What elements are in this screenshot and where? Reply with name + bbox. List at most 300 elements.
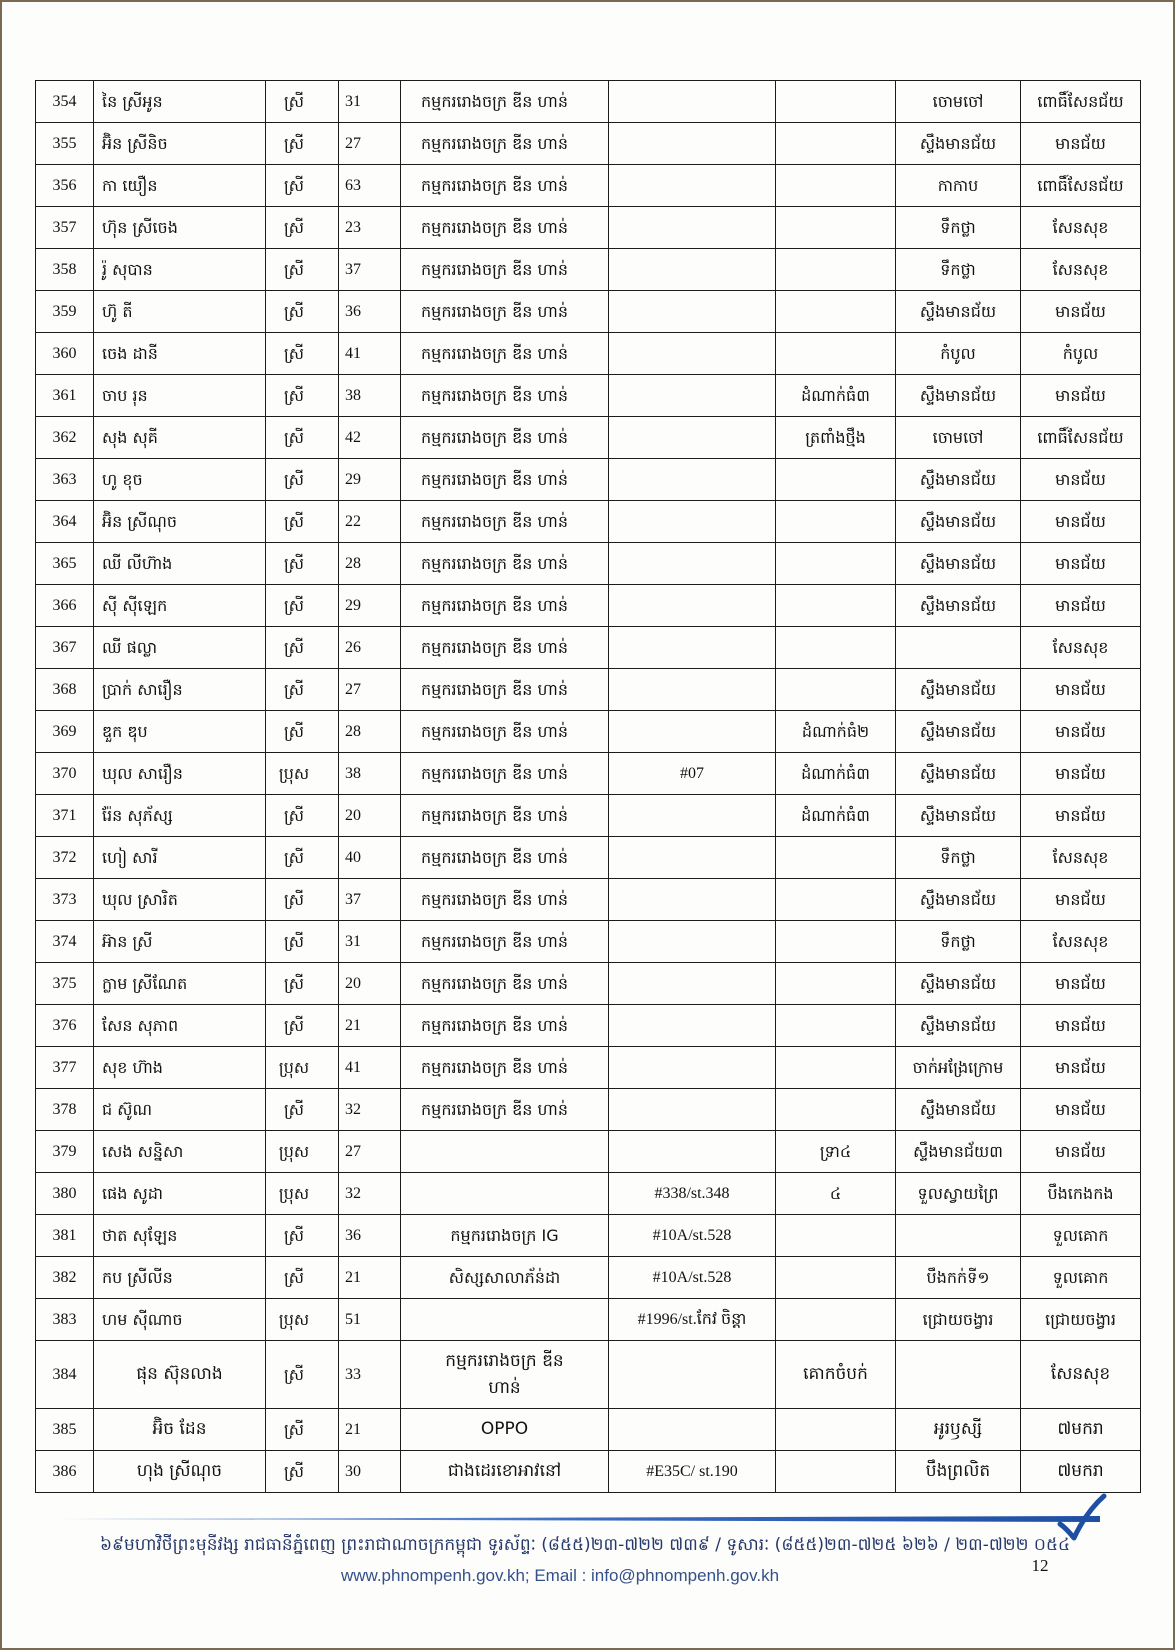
sex-cell: ស្រី — [266, 81, 339, 123]
group-cell: ដំណាក់ធំ៣ — [776, 753, 896, 795]
address-cell: #10A/st.528 — [609, 1257, 776, 1299]
age-cell: 21 — [339, 1257, 401, 1299]
no-cell: 367 — [36, 627, 94, 669]
address-cell — [609, 1131, 776, 1173]
name-cell: ថាត សុឡែន — [94, 1215, 266, 1257]
sangkat-cell: ស្ទឹងមានជ័យ — [896, 963, 1021, 1005]
khan-cell: សែនសុខ — [1021, 627, 1141, 669]
address-cell — [609, 543, 776, 585]
sex-cell: ស្រី — [266, 501, 339, 543]
people-list-table — [35, 80, 1141, 1493]
sangkat-cell: ស្ទឹងមានជ័យ៣ — [896, 1131, 1021, 1173]
sangkat-cell: ស្ទឹងមានជ័យ — [896, 711, 1021, 753]
khan-cell: មានជ័យ — [1021, 291, 1141, 333]
name-cell: ហម ស៊ីណាច — [94, 1299, 266, 1341]
table-row — [36, 921, 1141, 963]
table-row — [36, 1451, 1141, 1493]
sex-cell: ស្រី — [266, 459, 339, 501]
sangkat-cell: ស្ទឹងមានជ័យ — [896, 123, 1021, 165]
no-cell: 384 — [36, 1341, 94, 1409]
address-cell — [609, 417, 776, 459]
occupation-cell — [401, 1173, 609, 1215]
sex-cell: ស្រី — [266, 963, 339, 1005]
group-cell: ត្រពាំងថ្មឹង — [776, 417, 896, 459]
occupation-cell: ជាងដេរខោអាវនៅ — [401, 1451, 609, 1493]
age-cell: 27 — [339, 1131, 401, 1173]
table-row — [36, 963, 1141, 1005]
no-cell: 373 — [36, 879, 94, 921]
age-cell: 20 — [339, 963, 401, 1005]
address-cell — [609, 333, 776, 375]
address-cell — [609, 669, 776, 711]
name-cell: ចេង ដានី — [94, 333, 266, 375]
no-cell: 369 — [36, 711, 94, 753]
no-cell: 361 — [36, 375, 94, 417]
khan-cell: មានជ័យ — [1021, 1005, 1141, 1047]
group-cell — [776, 627, 896, 669]
name-cell: ហៀ សារី — [94, 837, 266, 879]
occupation-cell: កម្មកររោងចក្រ ឌីន ហាន់ — [401, 249, 609, 291]
khan-cell: ពោធិ៍សែនជ័យ — [1021, 417, 1141, 459]
khan-cell: ទួលគោក — [1021, 1257, 1141, 1299]
occupation-cell: កម្មកររោងចក្រ ឌីន ហាន់ — [401, 417, 609, 459]
name-cell: ឈី លីហ៊ាង — [94, 543, 266, 585]
table-row — [36, 1341, 1141, 1409]
occupation-cell: កម្មកររោងចក្រ ឌីន ហាន់ — [401, 543, 609, 585]
age-cell: 41 — [339, 1047, 401, 1089]
age-cell: 30 — [339, 1451, 401, 1493]
age-cell: 37 — [339, 249, 401, 291]
table-body — [36, 81, 1141, 1493]
table-row — [36, 711, 1141, 753]
name-cell: ហុង ស្រីណុច — [94, 1451, 266, 1493]
age-cell: 23 — [339, 207, 401, 249]
table-row — [36, 669, 1141, 711]
name-cell: ក្លាម ស្រីណែត — [94, 963, 266, 1005]
sangkat-cell: ទឹកថ្លា — [896, 207, 1021, 249]
table-row — [36, 795, 1141, 837]
sangkat-cell: ស្ទឹងមានជ័យ — [896, 585, 1021, 627]
no-cell: 380 — [36, 1173, 94, 1215]
address-cell — [609, 165, 776, 207]
sangkat-cell: ចោមចៅ — [896, 81, 1021, 123]
table-row — [36, 1131, 1141, 1173]
address-cell — [609, 207, 776, 249]
khan-cell: មានជ័យ — [1021, 795, 1141, 837]
age-cell: 40 — [339, 837, 401, 879]
no-cell: 365 — [36, 543, 94, 585]
group-cell — [776, 1451, 896, 1493]
no-cell: 360 — [36, 333, 94, 375]
sex-cell: ស្រី — [266, 1257, 339, 1299]
group-cell — [776, 207, 896, 249]
no-cell: 356 — [36, 165, 94, 207]
khan-cell: មានជ័យ — [1021, 123, 1141, 165]
sex-cell: ស្រី — [266, 417, 339, 459]
sex-cell: ស្រី — [266, 921, 339, 963]
sex-cell: ស្រី — [266, 333, 339, 375]
no-cell: 357 — [36, 207, 94, 249]
occupation-cell: កម្មកររោងចក្រ ឌីន ហាន់ — [401, 669, 609, 711]
occupation-cell: កម្មកររោងចក្រ ឌីន ហាន់ — [401, 459, 609, 501]
sex-cell: ស្រី — [266, 1409, 339, 1451]
sangkat-cell: ចាក់អង្រែក្រោម — [896, 1047, 1021, 1089]
group-cell — [776, 1409, 896, 1451]
name-cell: សែន សុភាព — [94, 1005, 266, 1047]
name-cell: ជ ស៊ូណ — [94, 1089, 266, 1131]
sex-cell: ស្រី — [266, 795, 339, 837]
khan-cell: ពោធិ៍សែនជ័យ — [1021, 165, 1141, 207]
footer-divider — [60, 1515, 1100, 1523]
sangkat-cell — [896, 1341, 1021, 1409]
address-cell — [609, 291, 776, 333]
age-cell: 20 — [339, 795, 401, 837]
khan-cell: ជ្រោយចង្វារ — [1021, 1299, 1141, 1341]
address-cell — [609, 1409, 776, 1451]
age-cell: 63 — [339, 165, 401, 207]
group-cell — [776, 837, 896, 879]
sangkat-cell: ស្ទឹងមានជ័យ — [896, 753, 1021, 795]
address-cell — [609, 1005, 776, 1047]
sangkat-cell: ស្ទឹងមានជ័យ — [896, 501, 1021, 543]
sex-cell: ស្រី — [266, 837, 339, 879]
sex-cell: ស្រី — [266, 375, 339, 417]
sex-cell: ស្រី — [266, 249, 339, 291]
khan-cell: ពោធិ៍សែនជ័យ — [1021, 81, 1141, 123]
table-row — [36, 249, 1141, 291]
group-cell — [776, 123, 896, 165]
sangkat-cell: បឹងព្រលិត — [896, 1451, 1021, 1493]
sex-cell: ប្រុស — [266, 1131, 339, 1173]
name-cell: អ៊ិន ស្រីនិច — [94, 123, 266, 165]
no-cell: 381 — [36, 1215, 94, 1257]
sex-cell: ស្រី — [266, 291, 339, 333]
no-cell: 355 — [36, 123, 94, 165]
address-cell — [609, 1341, 776, 1409]
khan-cell: មានជ័យ — [1021, 375, 1141, 417]
group-cell — [776, 1299, 896, 1341]
occupation-cell: កម្មកររោងចក្រ IG — [401, 1215, 609, 1257]
age-cell: 32 — [339, 1089, 401, 1131]
no-cell: 372 — [36, 837, 94, 879]
address-cell — [609, 123, 776, 165]
sex-cell: ស្រី — [266, 1089, 339, 1131]
name-cell: ឈី ផល្លា — [94, 627, 266, 669]
table-row — [36, 123, 1141, 165]
address-cell — [609, 81, 776, 123]
sangkat-cell: ជ្រោយចង្វារ — [896, 1299, 1021, 1341]
group-cell — [776, 963, 896, 1005]
name-cell: ស៊ី ស៊ីឡេក — [94, 585, 266, 627]
sangkat-cell: ទឹកថ្លា — [896, 249, 1021, 291]
address-cell — [609, 879, 776, 921]
table-row — [36, 333, 1141, 375]
no-cell: 370 — [36, 753, 94, 795]
age-cell: 31 — [339, 81, 401, 123]
address-cell — [609, 711, 776, 753]
name-cell: រ៉ូ សុបាន — [94, 249, 266, 291]
table-row — [36, 753, 1141, 795]
sex-cell: ប្រុស — [266, 1047, 339, 1089]
sangkat-cell: ស្ទឹងមានជ័យ — [896, 669, 1021, 711]
age-cell: 51 — [339, 1299, 401, 1341]
khan-cell: សែនសុខ — [1021, 921, 1141, 963]
name-cell: ហូ ខុច — [94, 459, 266, 501]
khan-cell: មានជ័យ — [1021, 501, 1141, 543]
occupation-cell: កម្មកររោងចក្រ ឌីន ហាន់ — [401, 921, 609, 963]
table-row — [36, 1005, 1141, 1047]
age-cell: 29 — [339, 585, 401, 627]
occupation-cell: កម្មកររោងចក្រ ឌីន ហាន់ — [401, 333, 609, 375]
group-cell: ដំណាក់ធំ២ — [776, 711, 896, 753]
khan-cell: ៧មករា — [1021, 1409, 1141, 1451]
address-cell — [609, 795, 776, 837]
khan-cell: មានជ័យ — [1021, 963, 1141, 1005]
occupation-cell: កម្មកររោងចក្រ ឌីន ហាន់ — [401, 753, 609, 795]
no-cell: 378 — [36, 1089, 94, 1131]
sangkat-cell: ស្ទឹងមានជ័យ — [896, 459, 1021, 501]
sangkat-cell: ស្ទឹងមានជ័យ — [896, 291, 1021, 333]
age-cell: 21 — [339, 1005, 401, 1047]
table-row — [36, 1089, 1141, 1131]
occupation-cell: OPPO — [401, 1409, 609, 1451]
name-cell: ឃុល សារឿន — [94, 753, 266, 795]
sangkat-cell: ទួលស្វាយព្រៃ — [896, 1173, 1021, 1215]
no-cell: 382 — [36, 1257, 94, 1299]
group-cell — [776, 879, 896, 921]
group-cell — [776, 333, 896, 375]
sangkat-cell: បឹងកក់ទី១ — [896, 1257, 1021, 1299]
sex-cell: ស្រី — [266, 207, 339, 249]
group-cell — [776, 81, 896, 123]
age-cell: 27 — [339, 669, 401, 711]
name-cell: ហ៊ុន ស្រីចេង — [94, 207, 266, 249]
no-cell: 379 — [36, 1131, 94, 1173]
name-cell: ផេង សូដា — [94, 1173, 266, 1215]
age-cell: 27 — [339, 123, 401, 165]
name-cell: អ៊ិច ដែន — [94, 1409, 266, 1451]
khan-cell: មានជ័យ — [1021, 1089, 1141, 1131]
sex-cell: ស្រី — [266, 1451, 339, 1493]
sex-cell: ស្រី — [266, 669, 339, 711]
table-row — [36, 417, 1141, 459]
occupation-cell: កម្មកររោងចក្រ ឌីន ហាន់ — [401, 837, 609, 879]
table-row — [36, 879, 1141, 921]
group-cell — [776, 249, 896, 291]
sangkat-cell — [896, 1215, 1021, 1257]
table-row — [36, 1299, 1141, 1341]
sex-cell: ស្រី — [266, 543, 339, 585]
group-cell — [776, 921, 896, 963]
page-number: 12 — [1031, 1556, 1049, 1575]
name-cell: ផុន ស៊ុនលាង — [94, 1341, 266, 1409]
sex-cell: ស្រី — [266, 1005, 339, 1047]
group-cell: ដំណាក់ធំ៣ — [776, 375, 896, 417]
name-cell: នៃ ស្រីអូន — [94, 81, 266, 123]
footer-address: ៦៩មហាវិថីព្រះមុនីវង្ស រាជធានីភ្នំពេញ ព្រះរាជាណាចក្រកម្ពុជា ទូរស័ព្ទៈ (៨៥៥)២៣-៧២២ ៧៣៩ / ទូសារៈ (៨៥៥)២៣-៧២៥ ៦២៦ / ២៣-៧២២ ០៥៤ — [99, 1535, 1071, 1555]
address-cell — [609, 459, 776, 501]
khan-cell: សែនសុខ — [1021, 837, 1141, 879]
name-cell: អ៊ិន ស្រីណុច — [94, 501, 266, 543]
address-cell — [609, 375, 776, 417]
occupation-cell: សិស្សសាលាភ័ន់ដា — [401, 1257, 609, 1299]
sex-cell: ស្រី — [266, 1341, 339, 1409]
occupation-cell: កម្មកររោងចក្រ ឌីន ហាន់ — [401, 1089, 609, 1131]
khan-cell: កំបូល — [1021, 333, 1141, 375]
sex-cell: ស្រី — [266, 627, 339, 669]
group-cell — [776, 585, 896, 627]
age-cell: 28 — [339, 543, 401, 585]
group-cell — [776, 1089, 896, 1131]
khan-cell: មានជ័យ — [1021, 543, 1141, 585]
occupation-cell: កម្មកររោងចក្រ ឌីន ហាន់ — [401, 1005, 609, 1047]
sangkat-cell: ស្ទឹងមានជ័យ — [896, 1089, 1021, 1131]
table-row — [36, 837, 1141, 879]
age-cell: 26 — [339, 627, 401, 669]
group-cell: ៤ — [776, 1173, 896, 1215]
no-cell: 371 — [36, 795, 94, 837]
address-cell: #1996/st.កែវ ចិន្តា — [609, 1299, 776, 1341]
group-cell — [776, 291, 896, 333]
table-row — [36, 501, 1141, 543]
table-row — [36, 1257, 1141, 1299]
khan-cell: សែនសុខ — [1021, 1341, 1141, 1409]
sex-cell: ប្រុស — [266, 1299, 339, 1341]
name-cell: សេង សន្និសា — [94, 1131, 266, 1173]
age-cell: 36 — [339, 1215, 401, 1257]
table-row — [36, 543, 1141, 585]
table-row — [36, 459, 1141, 501]
age-cell: 38 — [339, 375, 401, 417]
group-cell — [776, 459, 896, 501]
age-cell: 28 — [339, 711, 401, 753]
sex-cell: ស្រី — [266, 165, 339, 207]
group-cell — [776, 1047, 896, 1089]
sangkat-cell: កំបូល — [896, 333, 1021, 375]
age-cell: 22 — [339, 501, 401, 543]
khan-cell: សែនសុខ — [1021, 207, 1141, 249]
group-cell — [776, 543, 896, 585]
name-cell: កប ស្រីលីន — [94, 1257, 266, 1299]
occupation-cell: កម្មកររោងចក្រ ឌីន ហាន់ — [401, 879, 609, 921]
khan-cell: មានជ័យ — [1021, 879, 1141, 921]
name-cell: កា យឿន — [94, 165, 266, 207]
sex-cell: ស្រី — [266, 123, 339, 165]
address-cell — [609, 837, 776, 879]
khan-cell: មានជ័យ — [1021, 1047, 1141, 1089]
no-cell: 376 — [36, 1005, 94, 1047]
occupation-cell: កម្មកររោងចក្រ ឌីន ហាន់ — [401, 585, 609, 627]
sangkat-cell: ស្ទឹងមានជ័យ — [896, 1005, 1021, 1047]
khan-cell: មានជ័យ — [1021, 711, 1141, 753]
address-cell: #10A/st.528 — [609, 1215, 776, 1257]
occupation-cell: កម្មកររោងចក្រ ឌីន ហាន់ — [401, 627, 609, 669]
name-cell: អ៊ាន ស្រី — [94, 921, 266, 963]
table-row — [36, 207, 1141, 249]
name-cell: សុខ ហ៊ាង — [94, 1047, 266, 1089]
name-cell: ប្រាក់ សារឿន — [94, 669, 266, 711]
age-cell: 29 — [339, 459, 401, 501]
khan-cell: មានជ័យ — [1021, 459, 1141, 501]
group-cell — [776, 1257, 896, 1299]
no-cell: 359 — [36, 291, 94, 333]
sangkat-cell: កាកាប — [896, 165, 1021, 207]
sangkat-cell — [896, 627, 1021, 669]
age-cell: 42 — [339, 417, 401, 459]
name-cell: រ៉ែន សុភ័ស្ស — [94, 795, 266, 837]
khan-cell: បឹងកេងកង — [1021, 1173, 1141, 1215]
footer-web-contact: www.phnompenh.gov.kh; Email : info@phnompenh.gov.kh — [340, 1566, 780, 1585]
sangkat-cell: ទឹកថ្លា — [896, 837, 1021, 879]
no-cell: 364 — [36, 501, 94, 543]
address-cell: #07 — [609, 753, 776, 795]
khan-cell: សែនសុខ — [1021, 249, 1141, 291]
sex-cell: ស្រី — [266, 1215, 339, 1257]
table-row — [36, 585, 1141, 627]
group-cell: គោកចំបក់ — [776, 1341, 896, 1409]
sex-cell: ស្រី — [266, 879, 339, 921]
occupation-cell: កម្មកររោងចក្រ ឌីន ហាន់ — [401, 207, 609, 249]
address-cell — [609, 585, 776, 627]
group-cell — [776, 501, 896, 543]
khan-cell: ៧មករា — [1021, 1451, 1141, 1493]
group-cell: ទ្រា៤ — [776, 1131, 896, 1173]
address-cell: #E35C/ st.190 — [609, 1451, 776, 1493]
khan-cell: ទួលគោក — [1021, 1215, 1141, 1257]
address-cell — [609, 501, 776, 543]
group-cell: ដំណាក់ធំ៣ — [776, 795, 896, 837]
sangkat-cell: អូរឫស្សី — [896, 1409, 1021, 1451]
occupation-cell: កម្មកររោងចក្រ ឌីន ហាន់ — [401, 963, 609, 1005]
occupation-cell: កម្មកររោងចក្រ ឌីន ហាន់ — [401, 291, 609, 333]
sex-cell: ប្រុស — [266, 753, 339, 795]
occupation-cell: កម្មកររោងចក្រ ឌីន ហាន់ — [401, 375, 609, 417]
sangkat-cell: ចោមចៅ — [896, 417, 1021, 459]
khan-cell: មានជ័យ — [1021, 669, 1141, 711]
sex-cell: ស្រី — [266, 711, 339, 753]
age-cell: 38 — [339, 753, 401, 795]
table-row — [36, 81, 1141, 123]
age-cell: 33 — [339, 1341, 401, 1409]
age-cell: 37 — [339, 879, 401, 921]
table-row — [36, 375, 1141, 417]
table-row — [36, 1215, 1141, 1257]
address-cell — [609, 921, 776, 963]
sex-cell: ស្រី — [266, 585, 339, 627]
name-cell: ហ៊ូ តី — [94, 291, 266, 333]
name-cell: ឌួក ឌុប — [94, 711, 266, 753]
occupation-cell: កម្មកររោងចក្រ ឌីន ហាន់ — [401, 81, 609, 123]
no-cell: 383 — [36, 1299, 94, 1341]
no-cell: 385 — [36, 1409, 94, 1451]
sangkat-cell: ទឹកថ្លា — [896, 921, 1021, 963]
age-cell: 31 — [339, 921, 401, 963]
table-row — [36, 165, 1141, 207]
age-cell: 21 — [339, 1409, 401, 1451]
address-cell — [609, 627, 776, 669]
occupation-cell — [401, 1131, 609, 1173]
name-cell: ចាប រុន — [94, 375, 266, 417]
no-cell: 363 — [36, 459, 94, 501]
sex-cell: ប្រុស — [266, 1173, 339, 1215]
occupation-cell: កម្មកររោងចក្រ ឌីន ហាន់ — [401, 501, 609, 543]
table-row — [36, 1409, 1141, 1451]
no-cell: 374 — [36, 921, 94, 963]
table-row — [36, 627, 1141, 669]
table-row — [36, 1047, 1141, 1089]
occupation-cell — [401, 1299, 609, 1341]
occupation-cell: កម្មកររោងចក្រ ឌីន ហាន់ — [401, 165, 609, 207]
